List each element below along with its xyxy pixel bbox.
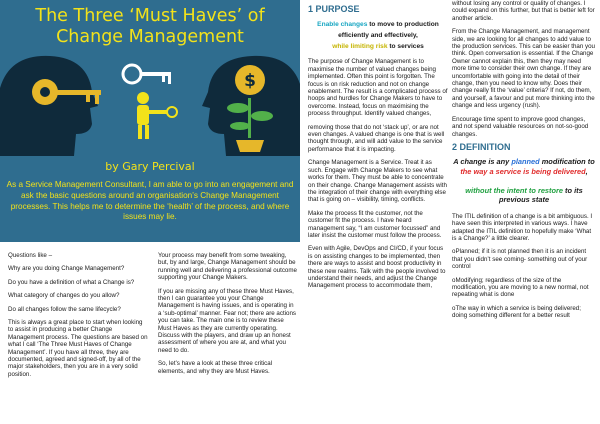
paragraph: oPlanned; if it is not planned then it is an incident that you didn’t see coming- something out of your control	[452, 248, 588, 271]
paragraph: This is always a great place to start when looking to assist in producing a better Change Management process. The questions are based on what I call ‘The Three Must Haves of Change Management’. If you have all three, they are documented, agreed and signed-off, by all of the major stakeholders, then you are in a very solid position.	[8, 319, 148, 378]
paragraph: Your process may benefit from some tweaking, but, by and large, Change Management should be running well and delivering a professional outcome supporting your Change Makers.	[158, 252, 297, 282]
hero-title-line2: Change Management	[56, 27, 244, 47]
definition-statement	[452, 157, 596, 205]
hero-illustration	[0, 48, 300, 156]
paragraph: Do all changes follow the same lifecycle?	[8, 305, 121, 313]
paragraph: Even with Agile, DevOps and CI/CD, if your focus is on assisting changes to be implemented, then there are ways to assist and boost productivity in these new realms. Talk with the people involved to understand their needs, and adjust the Change Management process to accommodate them,	[308, 245, 446, 290]
paragraph: oThe way in which a service is being delivered; doing something different for a better result	[452, 304, 581, 320]
paragraph: oModifying; regardless of the size of the modification, you are moving to a new normal, not repeating what is done	[452, 276, 589, 299]
definition-highlight: the way a service is being delivered	[460, 166, 586, 176]
column-1	[8, 252, 148, 384]
purpose-statement	[308, 19, 448, 52]
paragraph: Why are you doing Change Management?	[8, 265, 125, 273]
purpose-text: to services	[387, 43, 424, 51]
column-2	[158, 252, 298, 381]
paragraph: So, let’s have a look at these three critical elements, and why they are Must Haves.	[158, 360, 273, 375]
definition-text: modification to	[539, 157, 595, 167]
paragraph: Encourage time spent to improve good changes, and not spend valuable resources on not-so-good changes.	[452, 115, 589, 138]
hero-banner	[0, 0, 300, 242]
hero-title	[0, 6, 300, 48]
purpose-highlight: while limiting risk	[332, 43, 388, 51]
svg-text:$: $	[244, 71, 256, 91]
author-byline: by Gary Percival	[105, 160, 195, 173]
paragraph: From the Change Management, and management side, we are looking for all changes to add value to the production services. This can be easier than you think. Open conversation is essential. If the Change Owner cannot explain this, then they may need more time to consider their own change. If they are uncomfortable with going into the detail of their change, then you need to know why. Does their change really fit the ‘value’ criteria? If not, do them, and yourself, a favour and put more thinking into the change and less urgency (rush).	[452, 28, 595, 110]
hero-intro: As a Service Management Consultant, I am able to go into an engagement and ask the basic questions around an organisation’s Change Management processes. This helps me to determine the ‘health’ of the process, and where issues may lie.	[6, 180, 294, 222]
definition-highlight: planned	[511, 157, 540, 167]
paragraph: The ITIL definition of a change is a bit ambiguous. I have seen this interpreted in various ways. I have adapted the ITIL definition to hopefully make ‘What is a Change?’ a little clearer.	[452, 212, 593, 243]
key-icon	[123, 65, 171, 84]
paragraph: Do you have a definition of what a Change is?	[8, 278, 135, 286]
left-head-silhouette	[0, 56, 101, 156]
paragraph: Questions like –	[8, 252, 53, 259]
paragraph: If you are missing any of these three Must Haves, then I can guarantee you your Change Management is having issues, and is operating in a ‘sub-optimal’ manner. Fear not; there are actions you can take. The main one is to review these Must Haves as they are currently operating. Discuss with the players, and draw up an honest assessment of where you are at, and what you need to do.	[158, 287, 297, 354]
paragraph: without losing any control or quality of changes. I could expand on this further, but that is better left for another article.	[452, 0, 595, 22]
definition-text: A change is any	[453, 157, 512, 167]
column-3	[308, 0, 448, 296]
paragraph: removing those that do not ‘stack up’, or are not even changes. A valued change is one that is well thought through, and will add value to the service performance that it is impacting.	[308, 123, 445, 153]
definition-highlight: without the intent to restore	[465, 185, 563, 195]
paragraph: Change Management is a Service. Treat it as such. Engage with Change Makers to see what works for them. They must be able to concentrate on their change. Change Management assists with the integration of their change with everything else that is going on – visibility, timing, conflicts.	[308, 159, 447, 204]
section-heading-definition: 2 DEFINITION	[452, 141, 511, 152]
paragraph: The purpose of Change Management is to maximise the number of valued changes being implemented. Often this point is forgotten. The focus is on risk reduction and not on change enablement. The result is a complicated process of hoops and hurdles for Change Makers to have to overcome. Instead, focus on maximising the process throughput. Identify valued changes,	[308, 58, 448, 118]
column-4	[452, 0, 596, 326]
definition-text: to its previous state	[498, 185, 583, 205]
paragraph: What category of changes do you allow?	[8, 292, 120, 300]
purpose-text: efficiently and effectively,	[338, 32, 418, 40]
purpose-text: to move to production	[367, 21, 439, 29]
section-heading-purpose: 1 PURPOSE	[308, 4, 360, 14]
purpose-highlight: Enable changes	[317, 21, 368, 29]
paragraph: Make the process fit the customer, not the customer fit the process. I have heard management say, “I am customer focussed” and later insist the customer must follow the process.	[308, 209, 442, 239]
person-with-key-icon	[137, 92, 177, 139]
hero-title-line1: The Three ‘Must Haves’ of	[35, 6, 265, 26]
definition-text: ,	[585, 166, 588, 176]
